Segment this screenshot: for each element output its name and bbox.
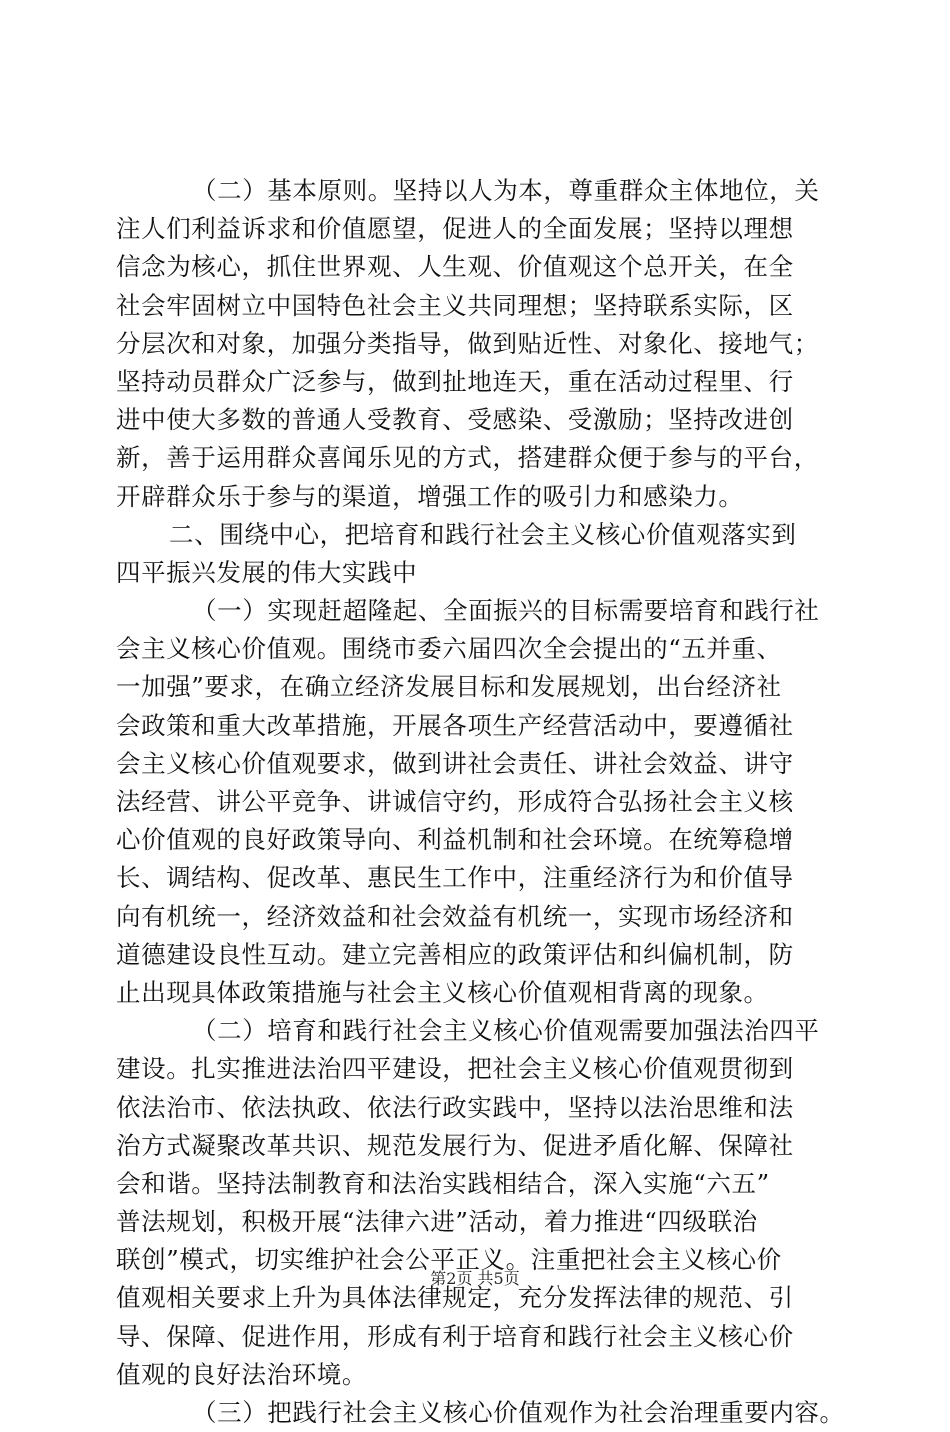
section-heading-line: 四平振兴发展的伟大实践中 xyxy=(116,557,418,587)
paragraph-rule-of-law-line: 值观的良好法治环境。 xyxy=(116,1359,367,1389)
paragraph-basic-principles-line: 进中使大多数的普通人受教育、受感染、受激励；坚持改进创 xyxy=(116,405,794,435)
paragraph-revitalization-line: 会主义核心价值观要求，做到讲社会责任、讲社会效益、讲守 xyxy=(116,748,794,778)
paragraph-revitalization-line: 长、调结构、促改革、惠民生工作中，注重经济行为和价值导 xyxy=(116,863,794,893)
paragraph-rule-of-law-line: 值观相关要求上升为具体法律规定，充分发挥法律的规范、引 xyxy=(116,1283,794,1313)
paragraph-rule-of-law-line: 联创”模式，切实维护社会公平正义。注重把社会主义核心价 xyxy=(116,1245,782,1275)
paragraph-rule-of-law-line: 会和谐。坚持法制教育和法治实践相结合，深入实施“六五” xyxy=(116,1168,770,1198)
paragraph-revitalization-line: 止出现具体政策措施与社会主义核心价值观相背离的现象。 xyxy=(116,977,769,1007)
paragraph-basic-principles-line: 新，善于运用群众喜闻乐见的方式，搭建群众便于参与的平台， xyxy=(116,443,819,473)
paragraph-basic-principles-line: （二）基本原则。坚持以人为本，尊重群众主体地位，关 xyxy=(192,176,820,205)
paragraph-basic-principles-line: 分层次和对象，加强分类指导，做到贴近性、对象化、接地气； xyxy=(116,328,819,358)
paragraph-revitalization-line: 向有机统一，经济效益和社会效益有机统一，实现市场经济和 xyxy=(116,901,794,931)
paragraph-rule-of-law-line: 普法规划，积极开展“法律六进”活动，着力推进“四级联治 xyxy=(116,1207,758,1237)
page-number-footer: 第2页 共5页 xyxy=(430,1269,520,1288)
paragraph-revitalization-line: 心价值观的良好政策导向、利益机制和社会环境。在统筹稳增 xyxy=(116,825,794,855)
paragraph-rule-of-law-line: 导、保障、促进作用，形成有利于培育和践行社会主义核心价 xyxy=(116,1321,794,1351)
paragraph-rule-of-law-line: 依法治市、依法执政、依法行政实践中，坚持以法治思维和法 xyxy=(116,1092,794,1122)
paragraph-revitalization-line: 法经营、讲公平竞争、讲诚信守约，形成符合弘扬社会主义核 xyxy=(116,787,794,816)
paragraph-rule-of-law-line: （二）培育和践行社会主义核心价值观需要加强法治四平 xyxy=(192,1016,820,1046)
paragraph-rule-of-law-line: 治方式凝聚改革共识、规范发展行为、促进矛盾化解、保障社 xyxy=(116,1130,794,1160)
paragraph-basic-principles-line: 坚持动员群众广泛参与，做到扯地连天，重在活动过程里、行 xyxy=(116,366,794,396)
paragraph-revitalization-line: 会政策和重大改革措施，开展各项生产经营活动中，要遵循社 xyxy=(116,710,794,740)
document-body xyxy=(116,172,846,1432)
paragraph-rule-of-law-line: 建设。扎实推进法治四平建设，把社会主义核心价值观贯彻到 xyxy=(116,1054,794,1084)
paragraph-basic-principles-line: 开辟群众乐于参与的渠道，增强工作的吸引力和感染力。 xyxy=(116,481,744,511)
paragraph-revitalization-line: （一）实现赶超隆起、全面振兴的目标需要培育和践行社 xyxy=(192,596,820,626)
paragraph-basic-principles-line: 注人们利益诉求和价值愿望，促进人的全面发展；坚持以理想 xyxy=(116,214,794,244)
paragraph-revitalization-line: 会主义核心价值观。围绕市委六届四次全会提出的“五并重、 xyxy=(116,634,782,664)
paragraph-basic-principles-line: 信念为核心，抓住世界观、人生观、价值观这个总开关，在全 xyxy=(116,252,794,282)
paragraph-basic-principles-line: 社会牢固树立中国特色社会主义共同理想；坚持联系实际，区 xyxy=(116,290,794,320)
paragraph-social-governance-line: （三）把践行社会主义核心价值观作为社会治理重要内容。 xyxy=(192,1398,845,1427)
section-heading-line: 二、围绕中心，把培育和践行社会主义核心价值观落实到 xyxy=(169,519,797,549)
paragraph-revitalization-line: 一加强”要求，在确立经济发展目标和发展规划，出台经济社 xyxy=(116,672,782,702)
paragraph-revitalization-line: 道德建设良性互动。建立完善相应的政策评估和纠偏机制，防 xyxy=(116,939,794,969)
